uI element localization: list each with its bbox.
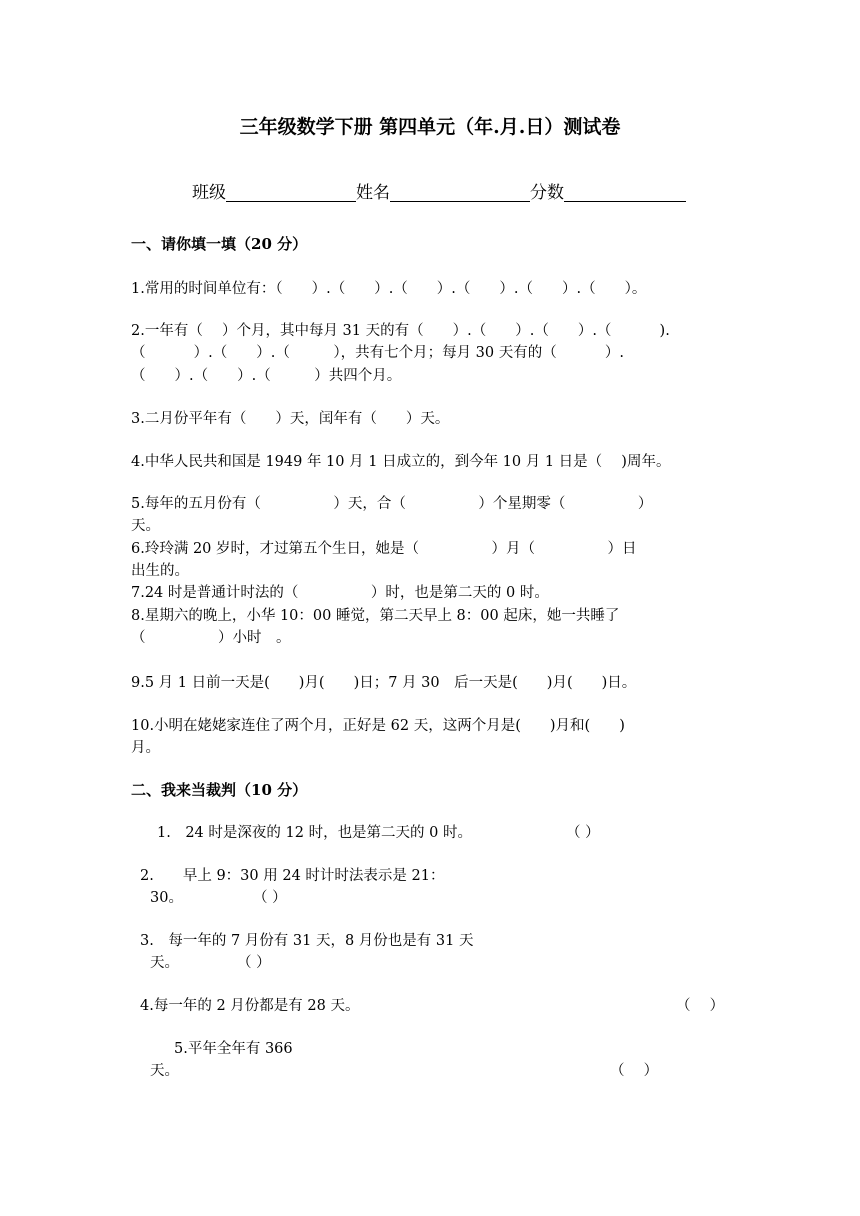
judge-statement: 3. 每一年的 7 月份有 31 天，8 月份也是有 31 天 [140,933,474,949]
question-line: （ ）.（ ）.（ ）共四个月。 [131,368,402,384]
class-label: 班级 [192,183,226,203]
question-line: 4.中华人民共和国是 1949 年 10 月 1 日成立的，到今年 10 月 1 日是（ )周年。 [131,454,671,470]
answer-bracket: （ ） [237,955,271,971]
question-line: 5.每年的五月份有（ ）天，合（ ）个星期零（ ） [131,496,653,512]
section-heading-true-false: 二、我来当裁判（10 分） [131,781,308,799]
score-blank [564,184,686,202]
answer-bracket: （ ） [610,1063,659,1079]
name-label: 姓名 [356,183,390,203]
judge-statement: 天。 [150,955,179,971]
question-line: 8.星期六的晚上，小华 10：00 睡觉，第二天早上 8：00 起床，她一共睡了 [131,608,620,624]
judge-statement: 1. 24 时是深夜的 12 时，也是第二天的 0 时。 [157,825,473,841]
question-line: 出生的。 [131,563,189,579]
question-line: （ ）小时 。 [131,630,291,646]
question-line: （ ）.（ ）.（ ），共有七个月；每月 30 天有的（ ）. [131,345,624,361]
student-info-line [192,184,686,202]
question-line: 天。 [131,518,160,534]
answer-bracket: （ ） [676,998,725,1014]
question-line: 10.小明在姥姥家连住了两个月，正好是 62 天，这两个月是( )月和( ) [131,718,625,734]
judge-statement: 5.平年全年有 366 [174,1041,293,1057]
answer-bracket: （ ） [566,825,600,841]
class-blank [226,184,356,202]
judge-statement: 天。 [150,1063,179,1079]
question-line: 2.一年有（ ）个月，其中每月 31 天的有（ ）.（ ）.（ ）.（ ). [131,323,670,339]
judge-statement: 2. 早上 9：30 用 24 时计时法表示是 21： [140,868,445,884]
section-heading-fill-in: 一、请你填一填（20 分） [131,235,308,253]
question-line: 1.常用的时间单位有：（ ）.（ ）.（ ）.（ ）.（ ）.（ ）。 [131,281,647,297]
question-line: 9.5 月 1 日前一天是( )月( )日；7 月 30 后一天是( )月( )日。 [131,675,637,691]
judge-statement: 4.每一年的 2 月份都是有 28 天。 [140,998,360,1014]
question-line: 月。 [131,740,160,756]
question-line: 7.24 时是普通计时法的（ ）时，也是第二天的 0 时。 [131,585,549,601]
answer-bracket: （ ） [253,890,287,906]
score-label: 分数 [530,183,564,203]
page-title: 三年级数学下册 第四单元（年.月.日）测试卷 [239,116,621,138]
judge-statement: 30。 [150,890,183,906]
name-blank [390,184,530,202]
question-line: 6.玲玲满 20 岁时，才过第五个生日，她是（ ）月（ ）日 [131,541,637,557]
question-line: 3.二月份平年有（ ）天，闰年有（ ）天。 [131,411,450,427]
